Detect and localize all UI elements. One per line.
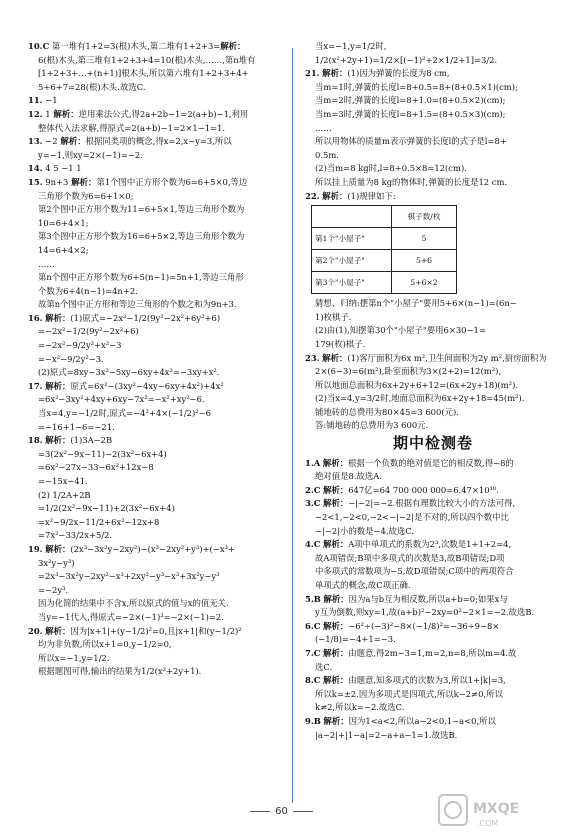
- answer-line: [28, 325, 286, 339]
- answer-text: k≠2,所以k=−2.故选C.: [315, 702, 405, 713]
- answer-text: ……: [315, 122, 332, 133]
- answer-line: [28, 475, 286, 489]
- answer-text: 1)枚棋子.: [315, 311, 352, 322]
- answer-text: =7x²−33/2x+5/2.: [38, 530, 113, 541]
- answer-number: 20.: [28, 625, 43, 636]
- answer-line: [305, 162, 561, 176]
- answer-line: [28, 230, 286, 244]
- table-cell-value: 5+6: [392, 250, 457, 272]
- answer-text: 猜想、归纳:摆第n个"小屋子"要用5+6×(n−1)=(6n−: [315, 298, 517, 309]
- answer-number: 15.: [28, 176, 43, 187]
- answer-item: [305, 647, 561, 661]
- answer-text: 选C.: [315, 661, 333, 672]
- answer-number: 2.C: [305, 484, 321, 495]
- answer-text: |a−2|+|1−a|=2−a+a−1=1.故选B.: [315, 729, 458, 740]
- answer-line: [305, 552, 561, 566]
- answer-line: [305, 525, 561, 539]
- answer-text: 根据同类项的概念,得x=2,x−y=3,所以: [85, 136, 232, 147]
- answer-text: 2×(6−3)=6(m²),卧室面积为3×(2+2)=12(m²),: [315, 366, 501, 377]
- answer-text: =x²−9/2x−11/2+6x²−12x+8: [38, 516, 160, 527]
- answer-text: 所以x=−1,y=1/2.: [38, 652, 110, 663]
- answer-text: −2: [45, 136, 58, 147]
- answer-line: [28, 611, 286, 625]
- answer-item: [28, 312, 286, 326]
- answer-text: 由题意,得2m−3=1,m=2,n=8,所以m=4.故: [348, 647, 517, 658]
- roof-table: [311, 205, 457, 294]
- explanation-label: 解析：: [322, 190, 348, 201]
- explanation-label: 解析：: [323, 675, 349, 686]
- answer-text: 当m=3时,弹簧的长度l=8+1.5=(8+0.5×3)(cm);: [315, 108, 506, 119]
- answer-line: [305, 149, 561, 163]
- answer-line: [305, 311, 561, 325]
- answer-text: 5+6+7=28(根)木头.故选C.: [38, 81, 146, 92]
- table-col-header: 棋子数/枚: [392, 206, 457, 228]
- answer-text: 0.5m.: [315, 149, 339, 160]
- answer-text: 根据一个负数的绝对值是它的相反数,得−8的: [348, 457, 514, 468]
- answer-line: [305, 419, 561, 433]
- answer-text: −|−2|小的数是−4.故选C.: [315, 525, 415, 536]
- answer-text: 答:铺地砖的总费用为3 600元.: [315, 420, 429, 431]
- answer-line: [28, 421, 286, 435]
- answer-text: 所以地面总面积为6x+2y+6+12=(6x+2y+18)(m²).: [315, 379, 518, 390]
- answer-line: [305, 579, 561, 593]
- answer-line: [305, 565, 561, 579]
- answer-text: 所以挂上质量为8 kg的物体时,弹簧的长度是12 cm.: [315, 176, 508, 187]
- answer-text: =−x²−9/2y²−3.: [38, 353, 104, 364]
- answer-text: 1/2(x²+2y+1)=1/2×[(−1)²+2×1/2+1]=3/2.: [315, 54, 498, 65]
- answer-text: 中多项式的常数项为−5,故D项错误;C项中的两项符合: [315, 566, 514, 577]
- answer-text: 14=6+4×2;: [38, 244, 89, 255]
- table-header-empty: [312, 206, 392, 228]
- answer-text: (1)因为弹簧的长度为8 cm,: [347, 68, 450, 79]
- explanation-label: 解析：: [322, 68, 348, 79]
- answer-text: 第n个图中正方形个数为6+5(n−1)=5n+1,等边三角形: [38, 272, 244, 283]
- answer-text: y=−1,则xy=2×(−1)=−2.: [38, 149, 143, 160]
- answer-item: [305, 538, 561, 552]
- explanation-label: 解析：: [323, 539, 349, 550]
- answer-text: =1/2(2x²−9x−11)+2(3x²−6x+4): [38, 503, 175, 514]
- answer-line: [28, 81, 286, 95]
- answer-text: =−15x−41.: [38, 476, 88, 486]
- answer-number: 4.C: [305, 539, 321, 550]
- explanation-label: 解析：: [45, 380, 71, 391]
- answer-text: 铺地砖的总费用为80×45=3 600(元).: [315, 406, 459, 417]
- watermark-logo: [437, 791, 557, 831]
- answer-text: =−2x²−9/2y²+x²−3: [38, 340, 122, 351]
- answer-text: 第一堆有1+2=3(根)木头,第二堆有1+2+3=: [51, 41, 221, 51]
- answer-line: [28, 597, 286, 611]
- answer-text: 整体代入法求解,得原式=2(a+b)−1=2×1−1=1.: [38, 122, 226, 133]
- left-column: [28, 40, 286, 679]
- answer-line: [28, 570, 286, 584]
- answer-line: [305, 470, 561, 484]
- explanation-label: 解析：: [322, 457, 349, 468]
- explanation-label: 解析：: [50, 108, 79, 119]
- answer-line: [305, 379, 561, 393]
- answer-text: 根据题图可得,输出的结果为1/2(x²+2y+1).: [38, 666, 202, 677]
- answer-text: =−2x²−1/2(9y²−2x²+6): [38, 326, 139, 337]
- answer-item: [28, 40, 286, 54]
- answer-text: 当m=1时,弹簧的长度l=8+0.5=8+(8+0.5×1)(cm);: [315, 81, 518, 92]
- table-row: [312, 250, 457, 272]
- answer-text: (2x³−3x²y−2xy²)−(x³−2xy²+y³)+(−x³+: [70, 543, 235, 554]
- answer-item: [28, 543, 286, 557]
- answer-text: 故A项错误;B项中多项式的次数是3,故B项错误;D项: [315, 552, 505, 563]
- answer-number: 16.: [28, 312, 43, 323]
- answer-item: [28, 94, 286, 108]
- answer-number: 17.: [28, 380, 43, 391]
- answer-text: 4 5 −1 1: [45, 163, 82, 174]
- answer-text: 当y=−1代入,得原式=−2×(−1)³=−2×(−1)=2.: [38, 611, 224, 622]
- svg-text:MXQE: MXQE: [473, 801, 520, 817]
- answer-line: [28, 190, 286, 204]
- answer-number: 23.: [305, 352, 320, 363]
- answer-number: 11.: [28, 95, 43, 106]
- answer-line: [305, 511, 561, 525]
- answer-line: [305, 338, 561, 352]
- answer-line: [305, 633, 561, 647]
- answer-number: 14.: [28, 163, 43, 174]
- answer-item: [305, 190, 561, 204]
- explanation-label: 解析：: [323, 715, 349, 726]
- answer-text: 179(枚)棋子.: [315, 338, 366, 349]
- answer-line: [28, 393, 286, 407]
- answer-text: 第1个图中正方形个数为6=6+5×0,等边: [96, 176, 248, 187]
- answer-text: 由题意,知多项式的次数为3,所以1+|k|=3,: [348, 675, 506, 686]
- answer-text: 因为|x+1|+(y−1/2)²=0,且|x+1|和(y−1/2)²: [70, 625, 242, 636]
- answer-text: (1)规律如下:: [347, 190, 396, 201]
- answer-item: [305, 497, 561, 511]
- answer-text: 当x=−1,y=1/2时,: [315, 41, 387, 51]
- answer-line: [305, 54, 561, 68]
- answer-text: 个数为6+4(n−1)=4n+2.: [38, 285, 138, 296]
- table-cell-value: 5+6×2: [392, 272, 457, 294]
- table-row: [312, 272, 457, 294]
- section-title: 期中检测卷: [392, 434, 473, 453]
- answer-number: 6.C: [305, 620, 321, 631]
- answer-text: =6x²−27x−33−6x²+12x−8: [38, 462, 154, 473]
- answer-text: 故第n个图中正方形和等边三角形的个数之和为9n+3.: [38, 299, 237, 310]
- answer-text: (1)原式=−2x²−1/2(9y²−2x²+6y²+6): [70, 312, 221, 323]
- answer-item: [305, 352, 561, 366]
- answer-item: [28, 625, 286, 639]
- answer-line: [28, 54, 286, 68]
- answer-text: =6x²−3xy²+4xy+6xy−7x²=−x²+xy²−6.: [38, 394, 205, 405]
- answer-number: 12.: [28, 108, 43, 119]
- answer-line: [305, 406, 561, 420]
- answer-text: (−1/8)=−4+1=−3.: [315, 634, 396, 645]
- answer-text: 3x²y−y³): [38, 557, 75, 568]
- explanation-label: 解析：: [45, 543, 71, 554]
- answer-text: (2)原式=8xy−3x²−5xy−6xy+4x²=−3xy+x².: [38, 367, 220, 378]
- answer-line: [305, 122, 561, 136]
- explanation-label: 解析：: [45, 312, 71, 323]
- table-row: [312, 228, 457, 250]
- answer-number: 3.C: [305, 498, 321, 509]
- answer-text: 9n+3: [45, 176, 69, 187]
- answer-text: 第2个图中正方形个数为11=6+5×1,等边三角形个数为: [38, 204, 245, 215]
- answer-line: [28, 67, 286, 81]
- answer-line: [305, 94, 561, 108]
- answer-text: 当x=4,y=−1/2时,原式=−4²+4×(−1/2)²−6: [38, 408, 211, 419]
- answer-number: 13.: [28, 136, 43, 147]
- answer-line: [28, 285, 286, 299]
- answer-text: =−16+1−6=−21.: [38, 421, 115, 432]
- answer-text: 所以用物体的质量m表示弹簧的长度l的式子是l=8+: [315, 136, 507, 147]
- answer-text: (2) 1/2A+2B: [38, 489, 91, 500]
- answer-line: [305, 688, 561, 702]
- answer-item: [28, 434, 286, 448]
- answer-line: [28, 516, 286, 530]
- answer-line: [305, 40, 561, 54]
- answer-item: [305, 674, 561, 688]
- answer-line: [28, 298, 286, 312]
- page-number: 60: [0, 806, 563, 817]
- explanation-label: 解析：: [220, 41, 246, 51]
- answer-line: [28, 461, 286, 475]
- explanation-label: 解析：: [323, 593, 349, 604]
- answer-text: 1: [45, 108, 51, 119]
- explanation-label: 解析：: [45, 625, 71, 636]
- answer-number: 19.: [28, 543, 43, 554]
- answer-line: [305, 108, 561, 122]
- answer-line: [28, 502, 286, 516]
- answer-text: (2)当m=8 kg时,l=8+0.5×8=12(cm).: [315, 163, 467, 174]
- answer-text: A项中单项式的系数为2³,次数是1+1+2=4,: [348, 539, 512, 550]
- answer-text: [1+2+3+…+(n+1)]根木头,所以第六堆有1+2+3+4+: [38, 68, 249, 79]
- answer-line: [305, 365, 561, 379]
- answer-item: [28, 380, 286, 394]
- explanation-label: 解析：: [323, 647, 349, 658]
- answer-number: 8.C: [305, 675, 321, 686]
- answer-item: [28, 135, 286, 149]
- answer-text: −2<1,−2<0,−2<−|−2|是不对的,所以四个数中比: [315, 512, 509, 523]
- answer-line: [305, 176, 561, 190]
- answer-number: 9.B: [305, 715, 321, 726]
- answer-line: [305, 392, 561, 406]
- answer-item: [28, 108, 286, 122]
- answer-line: [28, 149, 286, 163]
- answer-number: 7.C: [305, 647, 321, 658]
- answer-line: [305, 81, 561, 95]
- answer-line: [28, 557, 286, 571]
- answer-text: (2)由(1),知摆第30个"小屋子"要用6×30−1=: [315, 325, 486, 336]
- answer-line: [305, 606, 561, 620]
- answer-line: [28, 271, 286, 285]
- answer-text: 所以k=±2.因为多项式是四项式,所以k−2≠0,所以: [315, 688, 503, 699]
- answer-item: [305, 484, 561, 498]
- answer-text: ……: [38, 258, 55, 269]
- answer-line: [305, 135, 561, 149]
- answer-text: 因为1<a<2,所以a−2<0,1−a<0,所以: [348, 715, 496, 726]
- table-cell-label: 第3个"小屋子": [312, 272, 392, 294]
- explanation-label: 解析：: [323, 620, 349, 631]
- answer-line: [28, 529, 286, 543]
- table-cell-value: 5: [392, 228, 457, 250]
- answer-text: 第3个图中正方形个数为16=6+5×2,等边三角形个数为: [38, 231, 245, 242]
- answer-number: 5.B: [305, 593, 321, 604]
- answer-line: [28, 652, 286, 666]
- answer-text: 647亿=64 700 000 000=6.47×10¹⁰.: [348, 484, 499, 495]
- answer-text: =2x³−3x²y−2xy²−x³+2xy²−y³−x³+3x²y−y³: [38, 571, 220, 582]
- answer-text: (1)3A−2B: [70, 435, 113, 446]
- answer-text: 因为a与b互为相反数,所以a+b=0;如果x与: [348, 593, 508, 604]
- answer-text: =3(2x²−9x−11)−2(3x²−6x+4): [38, 448, 167, 459]
- answer-item: [305, 620, 561, 634]
- answer-line: [28, 665, 286, 679]
- answer-line: [28, 353, 286, 367]
- explanation-label: 解析：: [45, 435, 71, 446]
- right-column: [305, 40, 561, 742]
- answer-line: [28, 244, 286, 258]
- answer-text: −6²÷(−3)²−8×(−1/8)²=−36÷9−8×: [348, 620, 500, 631]
- answer-line: [28, 366, 286, 380]
- answer-number: 21.: [305, 68, 320, 79]
- answer-line: [28, 584, 286, 598]
- answer-line: [305, 324, 561, 338]
- answer-text: 因为化简的结果中不含x,所以原式的值与x的值无关.: [38, 598, 229, 609]
- explanation-label: 解析：: [322, 352, 348, 363]
- table-cell-label: 第2个"小屋子": [312, 250, 392, 272]
- answer-number: 22.: [305, 190, 320, 201]
- answer-item: [305, 457, 561, 471]
- explanation-label: 解析：: [68, 176, 97, 187]
- answer-item: [28, 162, 286, 176]
- answer-line: [28, 339, 286, 353]
- answer-line: [28, 217, 286, 231]
- answer-item: [28, 176, 286, 190]
- answer-line: [28, 638, 286, 652]
- explanation-label: 解析：: [57, 136, 86, 147]
- answer-line: [28, 122, 286, 136]
- column-divider: [292, 48, 293, 803]
- explanation-label: 解析：: [323, 498, 349, 509]
- answer-text: 10=6+4×1;: [38, 217, 89, 228]
- answer-text: −|−2|=−2.根据有理数比较大小的方法可得,: [348, 498, 516, 509]
- explanation-label: 解析：: [323, 484, 349, 495]
- answer-line: [28, 203, 286, 217]
- answer-number: 10.C: [28, 41, 50, 51]
- answer-number: 1.A: [305, 457, 321, 468]
- answer-line: [305, 661, 561, 675]
- answer-text: (2)当x=4,y=3/2时,地面总面积为6x+2y+18=45(m²).: [315, 393, 525, 404]
- answer-line: [28, 489, 286, 503]
- answer-line: [305, 701, 561, 715]
- answer-number: 18.: [28, 435, 43, 446]
- answer-text: 6(根)木头,第三堆有1+2+3+4=10(根)木头,……,第n堆有: [38, 54, 256, 65]
- answer-text: 三角形个数为6=6+1×0;: [38, 190, 134, 201]
- answer-text: 均为非负数,所以x+1=0,y−1/2=0,: [38, 639, 172, 650]
- answer-line: [305, 729, 561, 743]
- answer-line: [28, 448, 286, 462]
- answer-line: [28, 258, 286, 272]
- answer-text: −1: [45, 95, 58, 106]
- answer-text: 原式=6x²−(3xy²−4xy−6xy+4x²)+4x²: [70, 380, 224, 391]
- answer-text: 绝对值是8.故选A.: [315, 471, 382, 482]
- answer-item: [305, 67, 561, 81]
- answer-item: [305, 715, 561, 729]
- answer-text: (1)客厅面积为6x m²,卫生间面积为2y m²,厨房面积为: [347, 352, 547, 363]
- answer-text: 当m=2时,弹簧的长度l=8+1.0=(8+0.5×2)(cm);: [315, 95, 506, 106]
- answer-text: =−2y³.: [38, 584, 69, 595]
- answer-text: 逆用乘法公式,得2a+2b−1=2(a+b)−1,利用: [78, 108, 249, 119]
- svg-text:.COM: .COM: [477, 819, 499, 828]
- answer-text: 单项式的概念,故C项正确.: [315, 580, 411, 590]
- answer-line: [28, 407, 286, 421]
- table-cell-label: 第1个"小屋子": [312, 228, 392, 250]
- answer-item: [305, 593, 561, 607]
- answer-line: [305, 297, 561, 311]
- answer-text: y互为倒数,则xy=1,故(a+b)²−2xy=0²−2×1=−2.故选B.: [315, 607, 535, 618]
